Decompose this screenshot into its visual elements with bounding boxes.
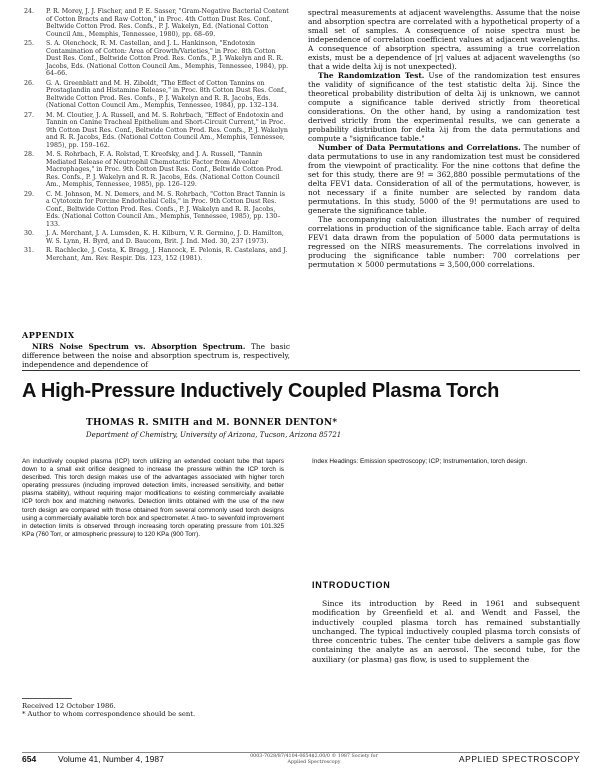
reference-text: C. M. Johnson, M. N. Demers, and M. S. Rohrbach, "Cotton Bract Tannin is a Cytotoxin for Porcine Endothelial Cells," in Proc. 9th Cotton Dust Res. Conf., Beltwide Cotton Prod. Res. Confs., P. J. Wakelyn and R. R. Jacobs, Eds. (National Cotton Council Am., Memphis, Tennessee, 1985), pp. 130–133. bbox=[46, 190, 285, 228]
reference-text: R. Rachlecke, J. Costa, K. Bragg, J. Hancock, E. Pelonis, R. Castelans, and J. Merchant, Am. Rev. Respir. Dis. 123, 152 (1981). bbox=[46, 246, 288, 262]
journal-name: APPLIED SPECTROSCOPY bbox=[458, 754, 580, 764]
volume-info: Volume 41, Number 4, 1987 bbox=[58, 754, 164, 764]
page-number: 654 bbox=[22, 754, 37, 764]
data-permutations-heading: Number of Data Permutations and Correlations. bbox=[318, 143, 521, 152]
reference-number: 30. bbox=[24, 230, 35, 238]
author-affiliation: Department of Chemistry, University of Arizona, Tucson, Arizona 85721 bbox=[86, 431, 342, 439]
article-title: A High-Pressure Inductively Coupled Plasma Torch bbox=[22, 380, 500, 402]
reference-text: S. A. Olenchock, R. M. Castellan, and J. L. Hankinson, "Endotoxin Contamination of Cotton: Area of Growth/Varieties," in Proc. 8th Cotton Dust Res. Conf., Beltwide Cotton Prod. Res. Confs., P. J. Wakelyn and R. R. Jacobs, Eds. (National Cotton Council Am., Memphis, Tennessee, 1984), pp. 64–66. bbox=[46, 39, 289, 78]
reference-list bbox=[22, 8, 290, 262]
reference-text: J. A. Merchant, J. A. Lumsden, K. H. Kilburn, V. R. Germino, J. D. Hamilton, W. S. Lynn, H. Byrd, and D. Baucom, Brit. J. Ind. Med. 30, 237 (1973). bbox=[46, 230, 284, 245]
article-authors: THOMAS R. SMITH and M. BONNER DENTON* bbox=[86, 418, 338, 428]
reference-item bbox=[22, 151, 290, 189]
footnotes bbox=[22, 698, 284, 719]
footnote-separator bbox=[22, 698, 72, 699]
randomization-test-text: Use of the randomization test ensures the validity of significance of the test statistic delta λij. Since the theoretical probability distribution of delta λij is unknown, we cannot compute a significance table derived strictly from theoretical considerations. On the other hand, by using a randomization test derived strictly from the experimental results, we can generate a probability distribution for delta λij from the data permutations and compute a "significance table." bbox=[308, 71, 580, 143]
reference-text: M. M. Cloutier, J. A. Russell, and M. S. Rohrbach, "Effect of Endotoxin and Tannin on Canine Tracheal Epithelium and Short-Circuit Current," in Proc. 9th Cotton Dust Res. Conf., Beltwide Cotton Prod. Res. Confs., P. J. Wakelyn and R. R. Jacobs, Eds. (National Cotton Council Am., Memphis, Tennessee, 1985), pp. 159–162. bbox=[46, 111, 288, 149]
paragraph-calculation: The accompanying calculation illustrates the number of required correlations in production of the significance table. Each array of delta FEV1 data drawn from the population of 5000 data permutations is regressed on the NIRS measurements. The correlations involved in producing the significance table number: 700 correlations per permutation × 5000 permutations = 3,500,000 correlations. bbox=[308, 215, 580, 269]
paragraph-noise-absorption: spectral measurements at adjacent wavelengths. Assume that the noise and absorption spectra are correlated with a hypothetical property of a small set of samples. A consequence of noise spectra must be independence of correlation coefficient values at adjacent wavelengths. A consequence of absorption spectra, assuming a true correlation exists, must be a dependence of |r| values at adjacent wavelengths (so that a wide delta λij is not unexpected). bbox=[308, 8, 580, 71]
reference-number: 31. bbox=[24, 246, 35, 254]
reference-number: 24. bbox=[24, 8, 35, 15]
appendix-heading: APPENDIX bbox=[22, 330, 75, 340]
references-column bbox=[22, 8, 290, 264]
footer-divider bbox=[22, 752, 580, 753]
reference-text: G. A. Greenblatt and M. H. Ziboldt, "The Effect of Cotton Tannins on Prostaglandin and Histamine Release," in Proc. 8th Cotton Dust Res. Conf., Beltwide Cotton Prod. Res. Confs., P. J. Wakelyn and R. R. Jacobs, Eds. (National Cotton Council Am., Memphis, Tennessee, 1984), pp. 132–134. bbox=[46, 79, 288, 110]
introduction-heading: INTRODUCTION bbox=[312, 580, 391, 590]
issn-copyright: 0003-7028/87/4104-0654$2.00/0 © 1987 Society for Applied Spectroscopy bbox=[250, 754, 378, 765]
reference-text: M. S. Rohrbach, F. A. Rolstad, T. Kreofsky, and J. A. Russell, "Tannin Mediated Release of Neutrophil Chemotactic Factor from Alveolar Macrophages," in Proc. 9th Cotton Dust Res. Conf., Beltwide Cotton Prod. Res. Confs., P. J. Wakelyn and R. R. Jacobs, Eds. (National Cotton Council Am., Memphis, Tennessee, 1985), pp. 126–129. bbox=[46, 151, 284, 189]
appendix-subheading: NIRS Noise Spectrum vs. Absorption Spectrum. bbox=[32, 342, 246, 351]
reference-item bbox=[22, 80, 290, 110]
randomization-test-heading: The Randomization Test. bbox=[318, 71, 425, 80]
reference-item bbox=[22, 230, 290, 245]
introduction-paragraph: Since its introduction by Reed in 1961 and subsequent modification by Greenfield et al. and Wendt and Fassel, the inductively coupled plasma torch has remained substantially unchanged. The typical inductively coupled plasma torch consists of three concentric tubes. The center tube delivers a sample gas flow containing the analyte as an aerosol. The second tube, for the auxiliary (or plasma) gas flow, is used to supplement the bbox=[312, 599, 580, 664]
data-permutations-text: The number of data permutations to use in any randomization test must be considered from the viewpoint of practicality. For the nine cottons that define the set for this study, there are 9! = 362,880 possible permutations of the delta FEV1 data. Consideration of all of the permutations, however, is not necessary if a finite number are selected by random data permutations. In this study, 5000 of the 9! permutations are used to generate the significance table. bbox=[308, 143, 580, 215]
paragraph-randomization-test bbox=[308, 71, 580, 143]
page-footer bbox=[22, 754, 580, 772]
reference-number: 25. bbox=[24, 39, 35, 47]
reference-item bbox=[22, 191, 290, 229]
reference-number: 28. bbox=[24, 151, 35, 159]
appendix-paragraph bbox=[22, 342, 290, 369]
index-headings: Index Headings: Emission spectroscopy; ICP; Instrumentation, torch design. bbox=[312, 458, 528, 465]
reference-number: 29. bbox=[24, 190, 35, 198]
section-divider bbox=[22, 370, 580, 371]
reference-item bbox=[22, 8, 290, 38]
reference-item bbox=[22, 112, 290, 150]
reference-item bbox=[22, 247, 290, 262]
received-date: Received 12 October 1986. bbox=[22, 702, 116, 710]
abstract: An inductively coupled plasma (ICP) torch utilizing an extended coolant tube that tapers down to a small exit orifice designed to increase the pressure within the ICP torch is described. This torch design makes use of the advantages associated with higher torch operating pressures (including improved detection limits, increased sensitivity, and better plasma stability), without requiring major modifications to existing commercially available ICP torch box and matching networks. Detection limits obtained with the use of the new torch design are compared with those obtained from several commonly used torch designs using a commercially available torch box and spectrometer. A two- to sevenfold improvement in detection limits is observed through increasing torch operating pressure from 101.325 KPa (760 Torr, or atmospheric pressure) to 120 KPa (900 Torr). bbox=[22, 458, 284, 538]
reference-number: 26. bbox=[24, 79, 35, 87]
reference-text: P. R. Morey, J. J. Fischer, and P. E. Sasser, "Gram-Negative Bacterial Content of Cotton Bracts and Raw Cotton," in Proc. 4th Cotton Dust Res. Conf., Beltwide Cotton Prod. Res. Confs., P. J. Wakelyn, Ed. (National Cotton Council Am., Memphis, Tennessee, 1980), pp. 68–69. bbox=[46, 8, 289, 38]
paragraph-data-permutations bbox=[308, 143, 580, 215]
appendix-section bbox=[22, 322, 290, 369]
correspondence-footnote: * Author to whom correspondence should be sent. bbox=[22, 710, 196, 719]
reference-number: 27. bbox=[24, 111, 35, 119]
reference-item bbox=[22, 40, 290, 78]
appendix-continued-column bbox=[308, 8, 580, 269]
appendix-text: The basic difference between the noise and absorption spectrum is, respectively, independence and dependence of bbox=[22, 342, 290, 369]
